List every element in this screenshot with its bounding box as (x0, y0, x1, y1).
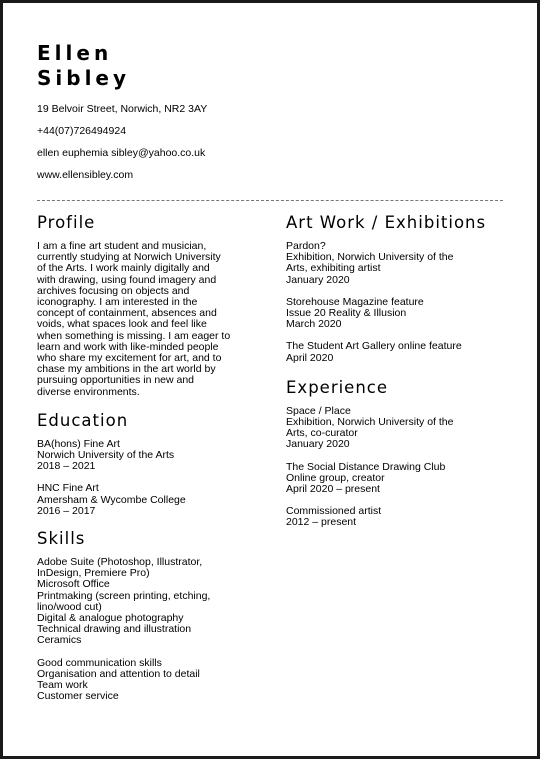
left-column (37, 213, 262, 703)
skills-group: Good communication skills Organisation and attention to detail Team work Customer service (37, 656, 200, 703)
experience-item: Commissioned artist 2012 – present (286, 505, 382, 529)
experience-item: The Social Distance Drawing Club Online group, creator April 2020 – present (286, 460, 446, 496)
right-column (286, 213, 516, 529)
art-work-item: Storehouse Magazine feature Issue 20 Reality & Illusion March 2020 (286, 295, 424, 331)
email: ellen euphemia sibley@yahoo.co.uk (37, 147, 206, 159)
art-work-item: The Student Art Gallery online feature April 2020 (286, 340, 462, 364)
profile-text: I am a fine art student and musician, currently studying at Norwich University of the Arts. I work mainly digitally and with drawing, using found imagery and archives focusing on objects and iconography. I am interested in the concept of containment, absences and voids, what spaces look and feel like when something is missing. I am eager to learn and work with like-minded people who share my excitement for art, and to chase my ambitions in the art world by pursuing opportunities in new and diverse environments. (37, 240, 231, 398)
section-divider (37, 200, 503, 201)
skills-heading: Skills (37, 529, 86, 549)
art-work-heading: Art Work / Exhibitions (286, 213, 487, 232)
first-name: Ellen (37, 41, 113, 65)
art-work-item: Pardon? Exhibition, Norwich University of the Arts, exhibiting artist January 2020 (286, 240, 454, 286)
skills-group: Adobe Suite (Photoshop, Illustrator, InDesign, Premiere Pro) Microsoft Office Printmaking (screen printing, etching, lino/wood cut) Digital & analogue photography Technical drawing and illustration Ceramics (37, 556, 211, 647)
website: www.ellensibley.com (37, 169, 134, 181)
experience-heading: Experience (286, 377, 389, 397)
experience-item: Space / Place Exhibition, Norwich University of the Arts, co-curator January 2020 (286, 404, 454, 451)
education-item: HNC Fine Art Amersham & Wycombe College 2016 – 2017 (37, 482, 186, 517)
phone: +44(07)726494924 (37, 125, 127, 137)
resume-page (3, 3, 537, 756)
profile-heading: Profile (37, 213, 96, 232)
last-name: Sibley (37, 66, 131, 90)
name-heading (37, 41, 130, 91)
address: 19 Belvoir Street, Norwich, NR2 3AY (37, 103, 208, 115)
education-item: BA(hons) Fine Art Norwich University of the Arts 2018 – 2021 (37, 437, 175, 473)
education-heading: Education (37, 410, 129, 430)
